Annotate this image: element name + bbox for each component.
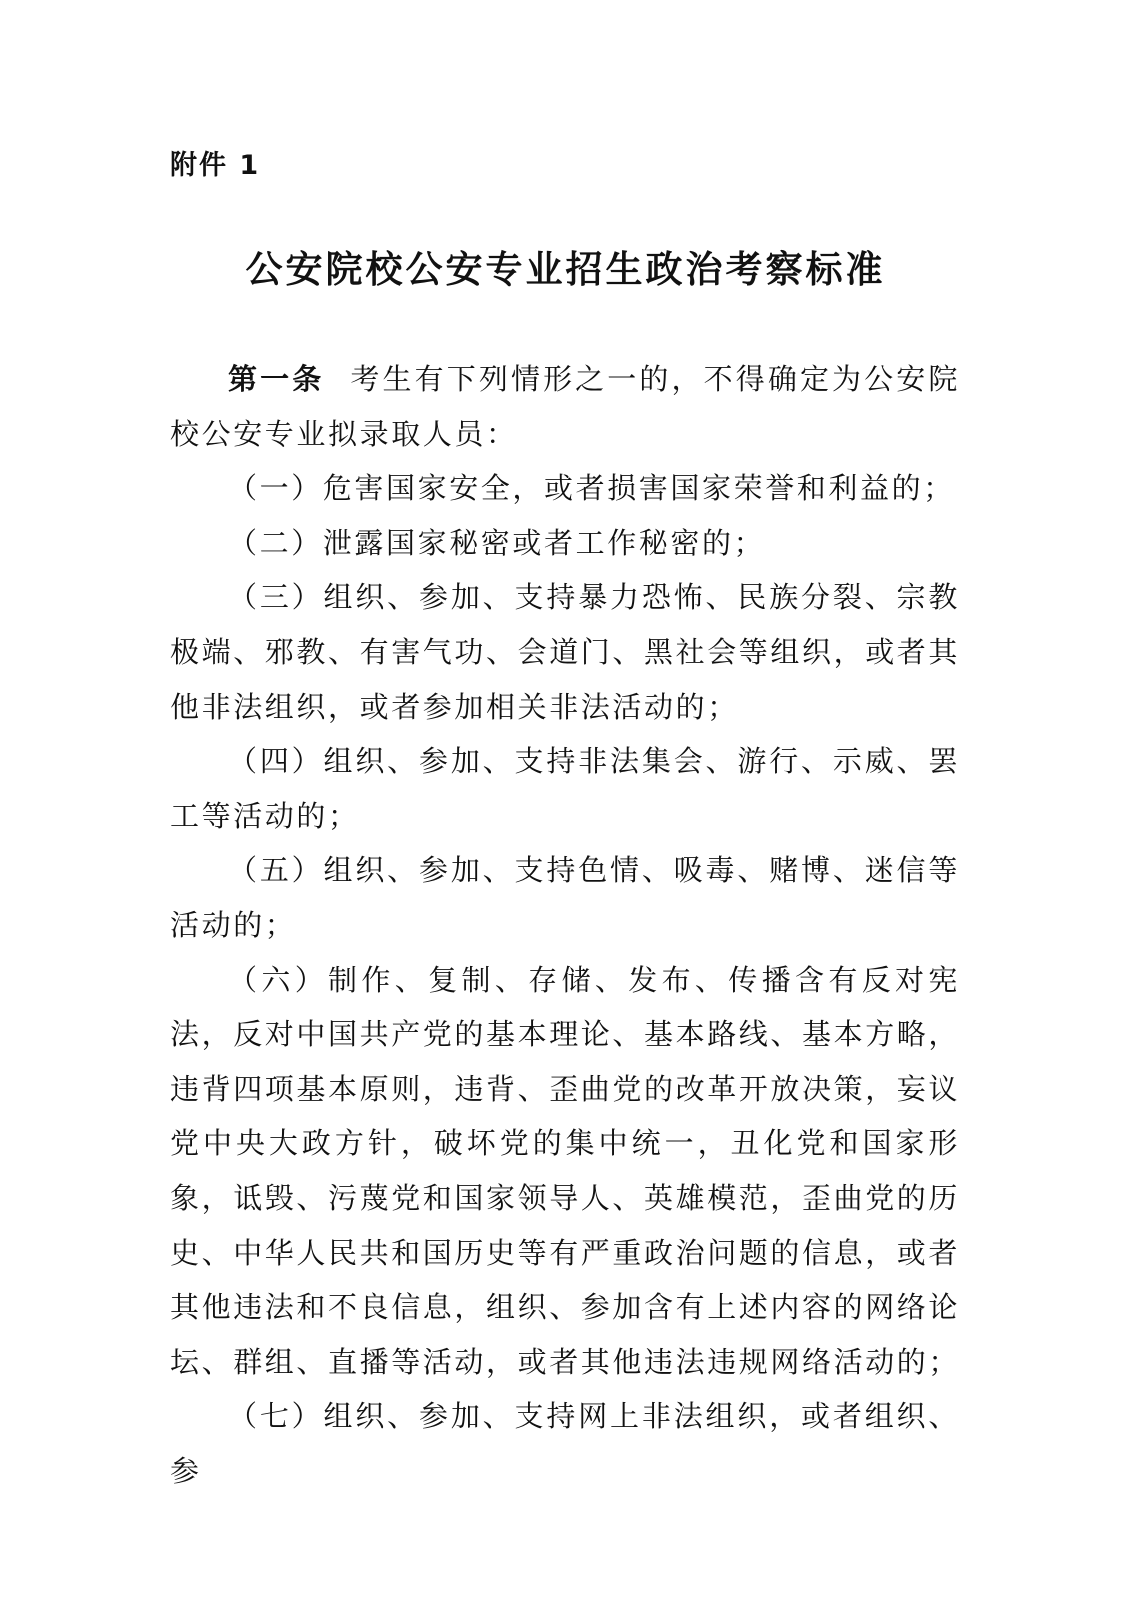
- article-paragraph: [170, 352, 960, 461]
- clause-item-7: （七）组织、参加、支持网上非法组织，或者组织、参: [170, 1399, 960, 1488]
- clause-item-5: （五）组织、参加、支持色情、吸毒、赌博、迷信等活动的；: [170, 853, 960, 942]
- clause-item-4: （四）组织、参加、支持非法集会、游行、示威、罢工等活动的；: [170, 744, 960, 833]
- article-intro: 考生有下列情形之一的，不得确定为公安院校公安专业拟录取人员：: [170, 362, 960, 451]
- article-label: 第一条: [228, 362, 325, 396]
- clause-item-6: （六）制作、复制、存储、发布、传播含有反对宪法，反对中国共产党的基本理论、基本路线、基本方略，违背四项基本原则，违背、歪曲党的改革开放决策，妄议党中央大政方针，破坏党的集中统一，丑化党和国家形象，诋毁、污蔑党和国家领导人、英雄模范，歪曲党的历史、中华人民共和国历史等有严重政治问题的信息，或者其他违法和不良信息，组织、参加含有上述内容的网络论坛、群组、直播等活动，或者其他违法违规网络活动的；: [170, 962, 961, 1379]
- attachment-label: 附件 1: [170, 150, 261, 181]
- document-body: [170, 352, 960, 1498]
- clause-item-1: （一）危害国家安全，或者损害国家荣誉和利益的；: [228, 471, 955, 506]
- clause-item-2: （二）泄露国家秘密或者工作秘密的；: [228, 525, 766, 560]
- clause-item-3: （三）组织、参加、支持暴力恐怖、民族分裂、宗教极端、邪教、有害气功、会道门、黑社会等组织，或者其他非法组织，或者参加相关非法活动的；: [170, 580, 961, 724]
- document-title: 公安院校公安专业招生政治考察标准: [245, 248, 886, 291]
